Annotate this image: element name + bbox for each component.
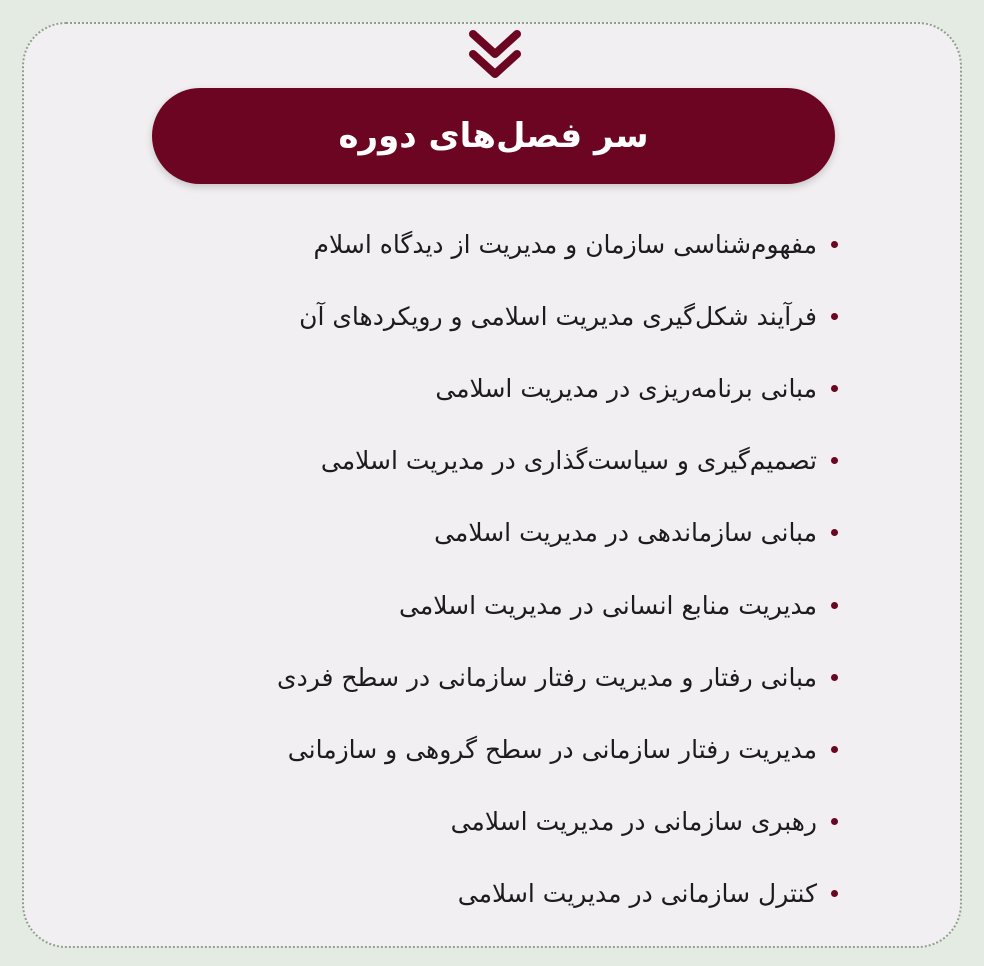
list-item: [120, 497, 838, 569]
bullet-icon: [831, 241, 838, 248]
topic-label: کنترل سازمانی در مدیریت اسلامی: [457, 879, 817, 909]
topic-label: رهبری سازمانی در مدیریت اسلامی: [450, 807, 817, 837]
bullet-icon: [831, 674, 838, 681]
bullet-icon: [831, 890, 838, 897]
list-item: [120, 208, 838, 280]
list-item: [120, 569, 838, 641]
list-item: [120, 858, 838, 930]
topic-label: فرآیند شکل‌گیری مدیریت اسلامی و رویکردهای آن: [299, 301, 817, 331]
bullet-icon: [831, 602, 838, 609]
list-item: [120, 786, 838, 858]
topic-label: مبانی برنامه‌ریزی در مدیریت اسلامی: [435, 373, 817, 403]
page-title: سر فصل‌های دوره: [338, 116, 649, 156]
bullet-icon: [831, 457, 838, 464]
list-item: [120, 425, 838, 497]
title-banner: [152, 88, 835, 184]
topic-label: مفهوم‌شناسی سازمان و مدیریت از دیدگاه اسلام: [313, 229, 817, 259]
bullet-icon: [831, 818, 838, 825]
bullet-icon: [831, 746, 838, 753]
bullet-icon: [831, 385, 838, 392]
topic-label: مبانی سازماندهی در مدیریت اسلامی: [434, 518, 817, 548]
bullet-icon: [831, 313, 838, 320]
bullet-icon: [831, 529, 838, 536]
topics-list: [120, 208, 838, 930]
topic-label: تصمیم‌گیری و سیاست‌گذاری در مدیریت اسلامی: [320, 446, 817, 476]
list-item: [120, 713, 838, 785]
topic-label: مدیریت منابع انسانی در مدیریت اسلامی: [399, 590, 817, 620]
list-item: [120, 352, 838, 424]
list-item: [120, 641, 838, 713]
topic-label: مبانی رفتار و مدیریت رفتار سازمانی در سطح فردی: [277, 662, 817, 692]
topic-label: مدیریت رفتار سازمانی در سطح گروهی و سازمانی: [287, 734, 817, 764]
double-chevron-down-icon: [467, 26, 523, 86]
list-item: [120, 280, 838, 352]
